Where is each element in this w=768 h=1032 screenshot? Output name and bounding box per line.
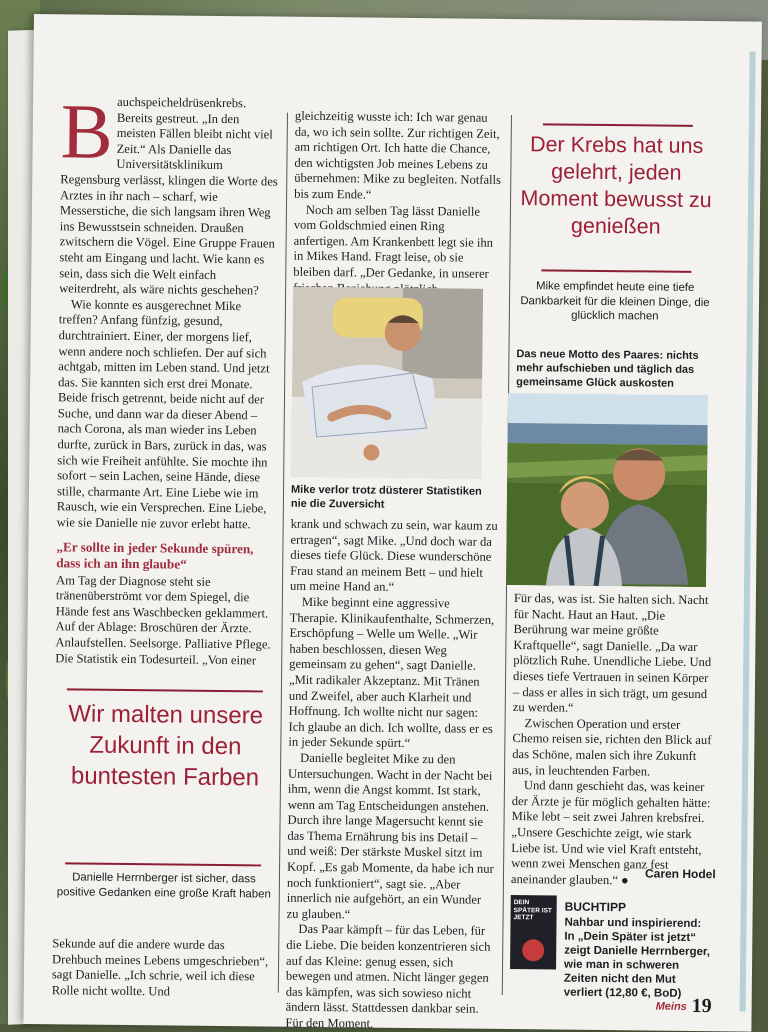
col2-paragraph-3: krank und schwach zu sein, war kaum zu ertragen“, sagt Mike. „Und doch war da dieses tiefe Glück. Diese wunderschöne Frau stand an meinem Bett – und hielt um meine Hand an.“ (289, 516, 498, 595)
book-cover-image (522, 939, 544, 961)
col3-paragraph-1: Für das, was ist. Sie halten sich. Nacht für Nacht. Haut an Haut. „Die Berührung war meine größte Kraftquelle“, sagt Danielle. „Da war plötzlich Ruhe. Unendliche Liebe. Und dieses tiefe Vertrauen in seinen Körper – dass er alles in sich trägt, um gesund zu werden.“ (512, 591, 712, 715)
book-cover (510, 895, 557, 969)
drop-cap: B (60, 87, 114, 175)
author-name: Caren Hodel (644, 866, 716, 882)
col1-paragraph-4: Sekunde auf die andere wurde das Drehbuch meines Lebens umgeschrieben“, sagt Danielle. „Ich schrie, weil ich diese Rolle nicht wollte. Und (51, 936, 269, 999)
page-edge-tint (740, 51, 756, 1011)
col2-paragraph-5: Danielle begleitet Mike zu den Untersuchungen. Wacht in der Nacht bei ihm, wenn die Angst kommt. Ist stark, wenn am Tag Entscheidungen anstehen. Durch ihre lange Magersucht kennt sie das Thema Ernährung bis ins Detail – und weiß: Der stärkste Muskel sitzt im Kopf. „Es gab Momente, da habe ich nur noch funktioniert“, sagt sie. „Aber innerlich nie aufgehört, an ein Wunder zu glauben.“ (286, 750, 494, 922)
column-2-bottom (285, 517, 498, 1032)
column-2-top (293, 109, 503, 298)
col2-paragraph-4: Mike beginnt eine aggressive Therapie. Klinikaufenthalte, Schmerzen, Erschöpfung – Welle um Welle. „Wir haben beschlossen, diesen Weg gemeinsam zu gehen“, sagt Danielle. „Mit radikaler Akzeptanz. Mit Tränen und Zweifel, aber auch Klarheit und Hoffnung. Ich wollte nicht nur sagen: Ich glaube an dich. Ich wollte, dass er es in jeder Sekunde spürt.“ (288, 594, 495, 751)
magazine-brand: Meins (655, 1000, 687, 1013)
col1-paragraph-2: Wie konnte es ausgerechnet Mike treffen? Anfang fünfzig, gesund, durchtrainiert. Einer, der morgens lief, wenn andere noch schliefen. Der auf sich achtgab, mitten im Leben stand. Und jetzt das. Sie kannten sich erst drei Monate. Beide frisch getrennt, beide nicht auf der Suche, und dann war da dieser Abend – nach Corona, als man wieder ins Leben durfte, zurück in Bars, zurück in das, was sich wie Freiheit anfühlte. Sie mochte ihn sofort – sein Lachen, seine Hände, diese stille, charmante Art. Eine Liebe wie im Rausch, wie ein Versprechen. Eine Liebe, wie sie Danielle nie zuvor erlebt hatte. (56, 297, 270, 532)
col3-paragraph-2: Zwischen Operation und erster Chemo reisen sie, richten den Blick auf das Schöne, malen sich ihre Zukunft aus, in leuchtenden Farben. (512, 715, 712, 779)
pullquote-caption-left: Danielle Herrnberger ist sicher, dass positive Gedanken eine große Kraft haben (56, 871, 271, 901)
buchtipp-text: Nahbar und inspirierend: In „Dein Später ist jetzt“ zeigt Danielle Herrnberger, wie man in schweren Zeiten nicht den Mut verliert (12,80 €, BoD) (563, 916, 710, 1000)
couple-photo-illustration (506, 393, 708, 587)
pullquote-caption-right: Mike empfindet heute eine tiefe Dankbarkeit für die kleinen Dinge, die glücklich machen (520, 280, 710, 323)
col2-paragraph-1: gleichzeitig wusste ich: Ich war genau da, wo ich sein sollte. Zur richtigen Zeit, am richtigen Ort. Ich hatte die Chance, den wichtigsten Job meines Lebens zu übernehmen: Mike zu begleiten. Notfalls bis zum Ende.“ (294, 108, 502, 202)
column-1-bottom (52, 936, 271, 1001)
pullquote-right: Der Krebs hat uns gelehrt, jeden Moment bewusst zu genießen (520, 132, 712, 239)
book-cover-title: DEIN SPÄTER IST JETZT (513, 899, 552, 922)
col1-paragraph-3: Am Tag der Diagnose steht sie tränenüberströmt vor dem Spiegel, die Hände fest ans Waschbecken geklammert. Auf der Ablage: Broschüren der Ärzte. Anlaufstellen. Seelsorge. Palliative Pflege. Die Statistik ein Todesurteil. „Von einer (55, 572, 271, 667)
pullquote-rule-bottom (65, 862, 261, 866)
col1-paragraph-1: auchspeicheldrüsenkrebs. Bereits gestreut. „In den meisten Fällen bleibt nicht viel Zeit.“ Als Danielle das Universitätsklinikum Regensburg verlässt, klingen die Worte des Arztes in ihr nach – scharf, wie Messerstiche, die sich langsam ihren Weg ins Bewusstsein schneiden. Draußen zwitschern die Vögel. Eine Gruppe Frauen steht am Eingang und lacht. Wie kann es sein, dass sich die Welt einfach weiterdreht, als wäre nichts geschehen? (59, 94, 278, 298)
hospital-photo (291, 287, 483, 479)
column-3-body (511, 591, 714, 889)
col2-paragraph-2: Noch am selben Tag lässt Danielle vom Goldschmied einen Ring anfertigen. Am Krankenbett legt sie ihn in Mikes Hand. Fragt leise, ob sie bleiben darf. „Der Gedanke, in unserer (293, 202, 494, 281)
col2-paragraph-6: Das Paar kämpft – für das Leben, für die Liebe. Die beiden konzentrieren sich auf das Kleine: genug essen, sich bewegen und atmen. Nicht länger gegen das kämpfen, was sich sowieso nicht ändern lässt. Stattdessen dankbar sein. Für den Moment. (285, 922, 491, 1031)
pullquote-rule-top (67, 688, 263, 692)
hospital-photo-illustration (291, 287, 483, 479)
magazine-page (23, 14, 762, 1032)
hospital-photo-caption: Mike verlor trotz düsterer Statistiken nie die Zuversicht (290, 483, 482, 511)
page-number: 19 (691, 994, 712, 1018)
pullquote-left: Wir malten unsere Zukunft in den buntesten Farben (68, 700, 264, 792)
col3-paragraph-3: Und dann geschieht das, was keiner der Ärzte je für möglich gehalten hätte: Mike lebt – seit zwei Jahren krebsfrei. „Unsere Geschichte zeigt, wie stark Liebe ist. Und wie viel Kraft entsteht, wenn zwei Menschen ganz fest aneinander glauben.“ ● (510, 778, 711, 887)
selfie-photo-caption: Das neue Motto des Paares: nichts mehr aufschieben und täglich das gemeinsame Glück auskosten (516, 348, 699, 390)
subheading: „Er sollte in jeder Sekunde spüren, dass ich an ihn glaube“ (56, 538, 254, 572)
pullquote-right-rule-top (543, 123, 693, 127)
column-1 (55, 87, 279, 668)
couple-photo (506, 393, 708, 587)
pullquote-right-rule-bottom (541, 269, 691, 273)
buchtipp-heading: BUCHTIPP (564, 899, 627, 915)
